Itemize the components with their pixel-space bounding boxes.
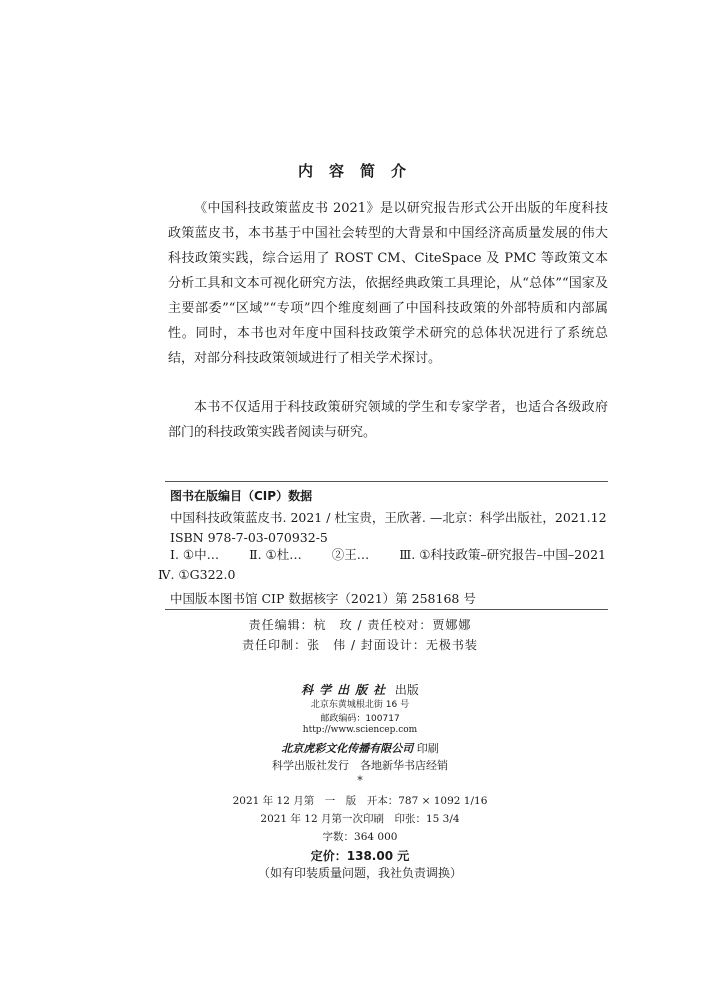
distribution-line: 科学出版社发行 各地新华书店经销: [272, 759, 448, 772]
publisher-url: http://www.sciencep.com: [302, 725, 418, 735]
publisher-line: [0, 681, 720, 698]
printer-line: [0, 740, 720, 756]
cip-class-number: Ⅳ. ①G322.0: [158, 567, 236, 582]
cip-isbn: ISBN 978-7-03-070932-5: [170, 530, 328, 545]
price: 定价：138.00 元: [310, 849, 410, 863]
cip-class-part-4: Ⅲ. ①科技政策–研究报告–中国–2021: [399, 547, 606, 562]
separator-star: *: [357, 774, 363, 787]
cip-bibliographic-line: 中国科技政策蓝皮书. 2021 / 杜宝贵，王欣著. —北京：科学出版社，2021.12: [170, 510, 607, 525]
page-title: 内容简介: [297, 162, 422, 180]
print-run-line: 2021 年 12 月第一次印刷 印张：15 3/4: [260, 813, 460, 825]
publisher-name: 科学出版社: [301, 683, 392, 697]
cip-class-part-1: Ⅰ. ①中…: [170, 547, 220, 562]
cip-classification-line: [170, 545, 606, 563]
edition-line: 2021 年 12 月第 一 版 开本：787 × 1092 1/16: [232, 795, 488, 807]
publisher-address: 北京东黄城根北街 16 号: [310, 700, 410, 710]
cip-top-divider: [165, 481, 608, 482]
responsible-printing: 责任印制：张 伟 / 封面设计：无极书装: [242, 638, 478, 652]
quality-note: （如有印装质量问题，我社负责调换）: [257, 866, 462, 880]
cip-heading: 图书在版编目（CIP）数据: [170, 489, 313, 503]
cip-class-part-3: ②王…: [331, 547, 370, 562]
printer-suffix: 印刷: [416, 742, 439, 755]
printer-name: 北京虎彩文化传播有限公司: [281, 742, 414, 755]
cip-data-number: 中国版本图书馆 CIP 数据核字（2021）第 258168 号: [170, 591, 476, 606]
intro-paragraph-1: 《中国科技政策蓝皮书 2021》是以研究报告形式公开出版的年度科技政策蓝皮书，本书基于中国社会转型的大背景和中国经济高质量发展的伟大科技政策实践，综合运用了 ROST CM、CiteSpace 及 PMC 等政策文本分析工具和文本可视化研究方法，依据经典政策工具理论，从“总体”“国家及主要部委”“区域”“专项”四个维度刻画了中国科技政策的外部特质和内部属性。同时，本书也对年度中国科技政策学术研究的总体状况进行了系统总结，对部分科技政策领域进行了相关学术探讨。: [168, 201, 608, 366]
publisher-suffix: 出版: [394, 683, 419, 697]
word-count: 字数：364 000: [322, 831, 398, 843]
cip-bottom-divider: [165, 609, 608, 610]
cip-class-part-2: Ⅱ. ①杜…: [249, 547, 302, 562]
responsible-editors: 责任编辑：杭 玫 / 责任校对：贾娜娜: [248, 618, 472, 632]
intro-paragraph-2: 本书不仅适用于科技政策研究领域的学生和专家学者，也适合各级政府部门的科技政策实践者阅读与研究。: [168, 400, 608, 440]
publisher-postcode: 邮政编码：100717: [320, 714, 400, 724]
